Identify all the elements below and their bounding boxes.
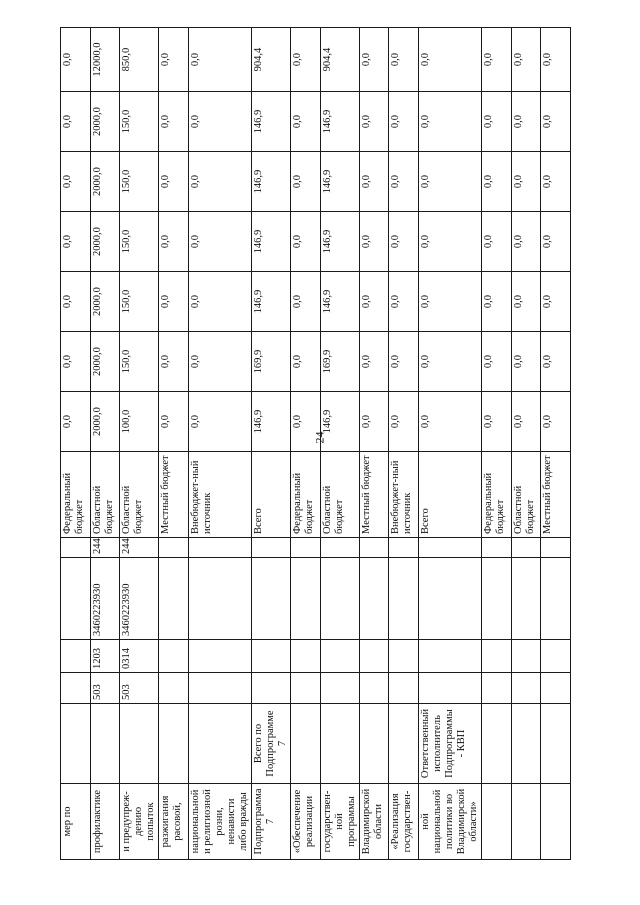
amount-cell: 146,9 <box>320 92 359 152</box>
grbs-code-cell <box>511 673 541 704</box>
budget-table <box>60 27 571 860</box>
expense-type-code-cell <box>482 538 512 558</box>
name-cell: государствен-ной программы <box>320 784 359 860</box>
funding-source-cell: Областной бюджет <box>511 452 541 538</box>
amount-cell: 0,0 <box>511 272 541 332</box>
funding-source-cell: Федеральный бюджет <box>482 452 512 538</box>
responsible-cell <box>90 704 120 784</box>
amount-cell: 0,0 <box>61 212 91 272</box>
amount-cell: 0,0 <box>389 332 419 392</box>
target-article-code-cell <box>320 558 359 640</box>
amount-cell: 150,0 <box>120 152 159 212</box>
section-code-cell <box>541 640 571 673</box>
name-cell <box>511 784 541 860</box>
target-article-code-cell <box>291 558 321 640</box>
amount-cell: 0,0 <box>418 92 481 152</box>
amount-cell: 0,0 <box>359 392 389 452</box>
expense-type-code-cell <box>359 538 389 558</box>
expense-type-code-cell <box>541 538 571 558</box>
amount-cell: 0,0 <box>291 92 321 152</box>
table-row <box>159 28 189 860</box>
amount-cell: 0,0 <box>482 92 512 152</box>
name-cell: Владимирской области <box>359 784 389 860</box>
section-code-cell: 1203 <box>90 640 120 673</box>
name-cell <box>541 784 571 860</box>
amount-cell: 0,0 <box>541 212 571 272</box>
amount-cell: 0,0 <box>511 212 541 272</box>
grbs-code-cell <box>159 673 189 704</box>
amount-cell: 0,0 <box>389 152 419 212</box>
name-cell: «Реализация государствен- <box>389 784 419 860</box>
section-code-cell <box>252 640 291 673</box>
table-row <box>252 28 291 860</box>
amount-cell: 146,9 <box>252 152 291 212</box>
amount-cell: 0,0 <box>159 28 189 92</box>
amount-cell: 0,0 <box>511 92 541 152</box>
target-article-code-cell <box>511 558 541 640</box>
amount-cell: 2000,0 <box>90 332 120 392</box>
amount-cell: 904,4 <box>320 28 359 92</box>
amount-cell: 146,9 <box>252 212 291 272</box>
name-cell: и предупреж-дению попыток <box>120 784 159 860</box>
amount-cell: 150,0 <box>120 92 159 152</box>
section-code-cell <box>511 640 541 673</box>
amount-cell: 0,0 <box>188 392 251 452</box>
amount-cell: 0,0 <box>511 392 541 452</box>
amount-cell: 0,0 <box>159 152 189 212</box>
expense-type-code-cell: 244 <box>90 538 120 558</box>
amount-cell: 0,0 <box>541 28 571 92</box>
amount-cell: 0,0 <box>482 332 512 392</box>
amount-cell: 2000,0 <box>90 272 120 332</box>
section-code-cell <box>159 640 189 673</box>
grbs-code-cell <box>320 673 359 704</box>
grbs-code-cell <box>61 673 91 704</box>
amount-cell: 0,0 <box>61 152 91 212</box>
responsible-cell <box>320 704 359 784</box>
expense-type-code-cell: 244 <box>120 538 159 558</box>
amount-cell: 0,0 <box>159 92 189 152</box>
section-code-cell <box>482 640 512 673</box>
amount-cell: 146,9 <box>252 392 291 452</box>
name-cell: национальной и религиозной розни, ненависти либо вражды <box>188 784 251 860</box>
responsible-cell <box>159 704 189 784</box>
name-cell: мер по <box>61 784 91 860</box>
amount-cell: 0,0 <box>482 28 512 92</box>
name-cell: профилактике <box>90 784 120 860</box>
amount-cell: 169,9 <box>252 332 291 392</box>
target-article-code-cell <box>61 558 91 640</box>
funding-source-cell: Местный бюджет <box>359 452 389 538</box>
table-row <box>291 28 321 860</box>
grbs-code-cell <box>541 673 571 704</box>
amount-cell: 0,0 <box>359 92 389 152</box>
amount-cell: 0,0 <box>291 152 321 212</box>
grbs-code-cell: 503 <box>120 673 159 704</box>
expense-type-code-cell <box>159 538 189 558</box>
funding-source-cell: Внебюджет-ный источник <box>188 452 251 538</box>
amount-cell: 850,0 <box>120 28 159 92</box>
expense-type-code-cell <box>389 538 419 558</box>
amount-cell: 100,0 <box>120 392 159 452</box>
target-article-code-cell: 3460223930 <box>90 558 120 640</box>
amount-cell: 0,0 <box>482 392 512 452</box>
amount-cell: 2000,0 <box>90 392 120 452</box>
responsible-cell <box>359 704 389 784</box>
amount-cell: 0,0 <box>389 272 419 332</box>
amount-cell: 0,0 <box>359 152 389 212</box>
amount-cell: 0,0 <box>482 152 512 212</box>
table-row <box>511 28 541 860</box>
section-code-cell <box>359 640 389 673</box>
page-number: 24 <box>312 431 327 444</box>
amount-cell: 0,0 <box>61 28 91 92</box>
grbs-code-cell <box>252 673 291 704</box>
amount-cell: 0,0 <box>389 92 419 152</box>
amount-cell: 146,9 <box>320 212 359 272</box>
amount-cell: 0,0 <box>359 272 389 332</box>
grbs-code-cell <box>359 673 389 704</box>
table-row <box>482 28 512 860</box>
amount-cell: 0,0 <box>482 272 512 332</box>
table-row <box>320 28 359 860</box>
amount-cell: 0,0 <box>359 212 389 272</box>
funding-source-cell: Всего <box>418 452 481 538</box>
responsible-cell <box>188 704 251 784</box>
table-row <box>61 28 91 860</box>
funding-source-cell: Областной бюджет <box>90 452 120 538</box>
amount-cell: 0,0 <box>159 392 189 452</box>
target-article-code-cell <box>541 558 571 640</box>
amount-cell: 0,0 <box>482 212 512 272</box>
amount-cell: 0,0 <box>159 212 189 272</box>
table-row <box>90 28 120 860</box>
amount-cell: 150,0 <box>120 332 159 392</box>
table-row <box>359 28 389 860</box>
amount-cell: 0,0 <box>188 28 251 92</box>
grbs-code-cell <box>482 673 512 704</box>
amount-cell: 0,0 <box>541 152 571 212</box>
section-code-cell <box>291 640 321 673</box>
funding-source-cell: Местный бюджет <box>541 452 571 538</box>
funding-source-cell: Федеральный бюджет <box>61 452 91 538</box>
target-article-code-cell <box>188 558 251 640</box>
section-code-cell <box>320 640 359 673</box>
amount-cell: 0,0 <box>511 332 541 392</box>
amount-cell: 0,0 <box>418 272 481 332</box>
amount-cell: 146,9 <box>320 392 359 452</box>
amount-cell: 0,0 <box>291 272 321 332</box>
amount-cell: 0,0 <box>389 28 419 92</box>
grbs-code-cell: 503 <box>90 673 120 704</box>
target-article-code-cell <box>159 558 189 640</box>
responsible-cell <box>291 704 321 784</box>
amount-cell: 0,0 <box>418 212 481 272</box>
amount-cell: 0,0 <box>291 28 321 92</box>
funding-source-cell: Местный бюджет <box>159 452 189 538</box>
amount-cell: 146,9 <box>320 272 359 332</box>
table-row <box>120 28 159 860</box>
amount-cell: 0,0 <box>61 392 91 452</box>
amount-cell: 0,0 <box>188 272 251 332</box>
amount-cell: 146,9 <box>252 272 291 332</box>
amount-cell: 0,0 <box>541 392 571 452</box>
grbs-code-cell <box>389 673 419 704</box>
amount-cell: 0,0 <box>541 332 571 392</box>
amount-cell: 0,0 <box>389 212 419 272</box>
grbs-code-cell <box>291 673 321 704</box>
amount-cell: 0,0 <box>418 28 481 92</box>
amount-cell: 12000,0 <box>90 28 120 92</box>
responsible-cell <box>389 704 419 784</box>
funding-source-cell: Областной бюджет <box>320 452 359 538</box>
target-article-code-cell: 3460223930 <box>120 558 159 640</box>
amount-cell: 0,0 <box>291 332 321 392</box>
expense-type-code-cell <box>188 538 251 558</box>
amount-cell: 0,0 <box>511 28 541 92</box>
target-article-code-cell <box>252 558 291 640</box>
expense-type-code-cell <box>320 538 359 558</box>
section-code-cell <box>61 640 91 673</box>
name-cell: «Обеспечение реализации <box>291 784 321 860</box>
expense-type-code-cell <box>252 538 291 558</box>
amount-cell: 2000,0 <box>90 92 120 152</box>
amount-cell: 0,0 <box>541 272 571 332</box>
amount-cell: 2000,0 <box>90 212 120 272</box>
name-cell: Подпрограмма 7 <box>252 784 291 860</box>
target-article-code-cell <box>359 558 389 640</box>
amount-cell: 0,0 <box>61 332 91 392</box>
amount-cell: 0,0 <box>188 332 251 392</box>
target-article-code-cell <box>418 558 481 640</box>
amount-cell: 0,0 <box>359 332 389 392</box>
amount-cell: 0,0 <box>188 212 251 272</box>
amount-cell: 0,0 <box>418 152 481 212</box>
responsible-cell <box>511 704 541 784</box>
expense-type-code-cell <box>291 538 321 558</box>
amount-cell: 146,9 <box>252 92 291 152</box>
expense-type-code-cell <box>418 538 481 558</box>
amount-cell: 0,0 <box>61 272 91 332</box>
funding-source-cell: Федеральный бюджет <box>291 452 321 538</box>
name-cell: разжигания расовой, <box>159 784 189 860</box>
table-row <box>389 28 419 860</box>
table-row <box>418 28 481 860</box>
target-article-code-cell <box>389 558 419 640</box>
amount-cell: 150,0 <box>120 272 159 332</box>
amount-cell: 0,0 <box>389 392 419 452</box>
table-row <box>188 28 251 860</box>
funding-source-cell: Всего <box>252 452 291 538</box>
responsible-cell <box>120 704 159 784</box>
amount-cell: 0,0 <box>418 332 481 392</box>
amount-cell: 0,0 <box>159 272 189 332</box>
section-code-cell: 0314 <box>120 640 159 673</box>
amount-cell: 0,0 <box>188 92 251 152</box>
target-article-code-cell <box>482 558 512 640</box>
grbs-code-cell <box>188 673 251 704</box>
responsible-cell: Всего по Подпрограмме 7 <box>252 704 291 784</box>
responsible-cell <box>482 704 512 784</box>
section-code-cell <box>188 640 251 673</box>
amount-cell: 169,9 <box>320 332 359 392</box>
amount-cell: 0,0 <box>159 332 189 392</box>
responsible-cell <box>61 704 91 784</box>
amount-cell: 0,0 <box>418 392 481 452</box>
grbs-code-cell <box>418 673 481 704</box>
amount-cell: 904,4 <box>252 28 291 92</box>
responsible-cell <box>541 704 571 784</box>
amount-cell: 0,0 <box>511 152 541 212</box>
amount-cell: 0,0 <box>291 212 321 272</box>
amount-cell: 2000,0 <box>90 152 120 212</box>
section-code-cell <box>389 640 419 673</box>
amount-cell: 146,9 <box>320 152 359 212</box>
table-row <box>541 28 571 860</box>
expense-type-code-cell <box>511 538 541 558</box>
amount-cell: 0,0 <box>291 392 321 452</box>
section-code-cell <box>418 640 481 673</box>
amount-cell: 0,0 <box>188 152 251 212</box>
amount-cell: 0,0 <box>541 92 571 152</box>
responsible-cell: Ответственный исполнитель Подпрограммы - КВП <box>418 704 481 784</box>
expense-type-code-cell <box>61 538 91 558</box>
amount-cell: 0,0 <box>61 92 91 152</box>
amount-cell: 150,0 <box>120 212 159 272</box>
funding-source-cell: Внебюджет-ный источник <box>389 452 419 538</box>
name-cell <box>482 784 512 860</box>
name-cell: ной национальной политики во Владимирской области» <box>418 784 481 860</box>
funding-source-cell: Областной бюджет <box>120 452 159 538</box>
amount-cell: 0,0 <box>359 28 389 92</box>
